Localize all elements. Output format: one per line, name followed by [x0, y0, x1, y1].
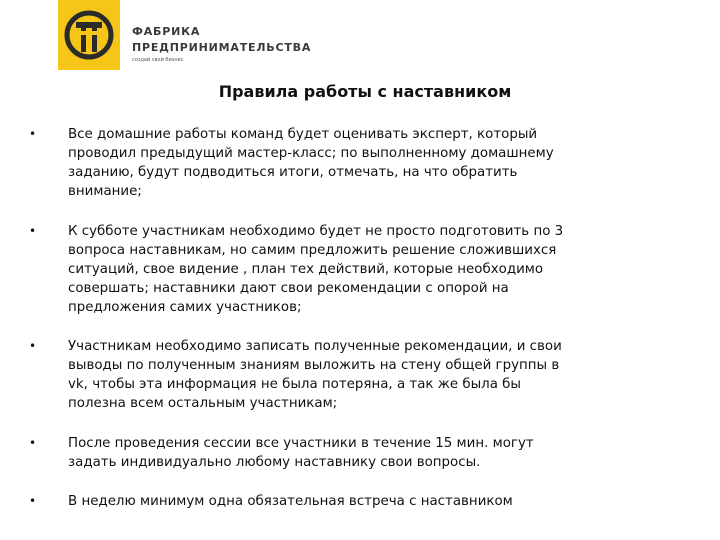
- list-item-text: В неделю минимум одна обязательная встреча с наставником: [68, 494, 513, 509]
- logo-text-line2: ПРЕДПРИНИМАТЕЛЬСТВА: [132, 41, 312, 54]
- bullet-icon: •: [29, 224, 37, 238]
- page-title: Правила работы с наставником: [218, 82, 512, 101]
- list-item-text: Все домашние работы команд будет оценивать эксперт, который проводил предыдущий мастер-класс; по выполненному домашнему заданию, будут подводиться итоги, отмечать, на что обратить внимание;: [68, 127, 554, 199]
- list-item-text: После проведения сессии все участники в течение 15 мин. могут задать индивидуально любому наставнику свои вопросы.: [68, 436, 534, 470]
- bullet-icon: •: [29, 436, 37, 450]
- company-logo: [58, 0, 324, 70]
- bullet-icon: •: [29, 494, 37, 508]
- logo-tagline: создай свой бизнес: [132, 57, 184, 63]
- list-item-text: Участникам необходимо записать полученные рекомендации, и свои выводы по полученным знаниям выложить на стену общей группы в vk, чтобы эта информация не была потеряна, а так же была бы полезна всем остальным участникам;: [68, 339, 562, 411]
- bullet-icon: •: [29, 339, 37, 353]
- logo-ff-mark-icon: [62, 8, 116, 62]
- logo-text-line1: ФАБРИКА: [132, 25, 201, 38]
- bullet-icon: •: [29, 127, 37, 141]
- list-item-text: К субботе участникам необходимо будет не просто подготовить по 3 вопроса наставникам, но самим предложить решение сложившихся ситуаций, свое видение , план тех действий, которые необходимо совершать; наставники дают свои рекомендации с опорой на предложения самих участников;: [68, 224, 564, 315]
- logo-badge: [58, 0, 120, 70]
